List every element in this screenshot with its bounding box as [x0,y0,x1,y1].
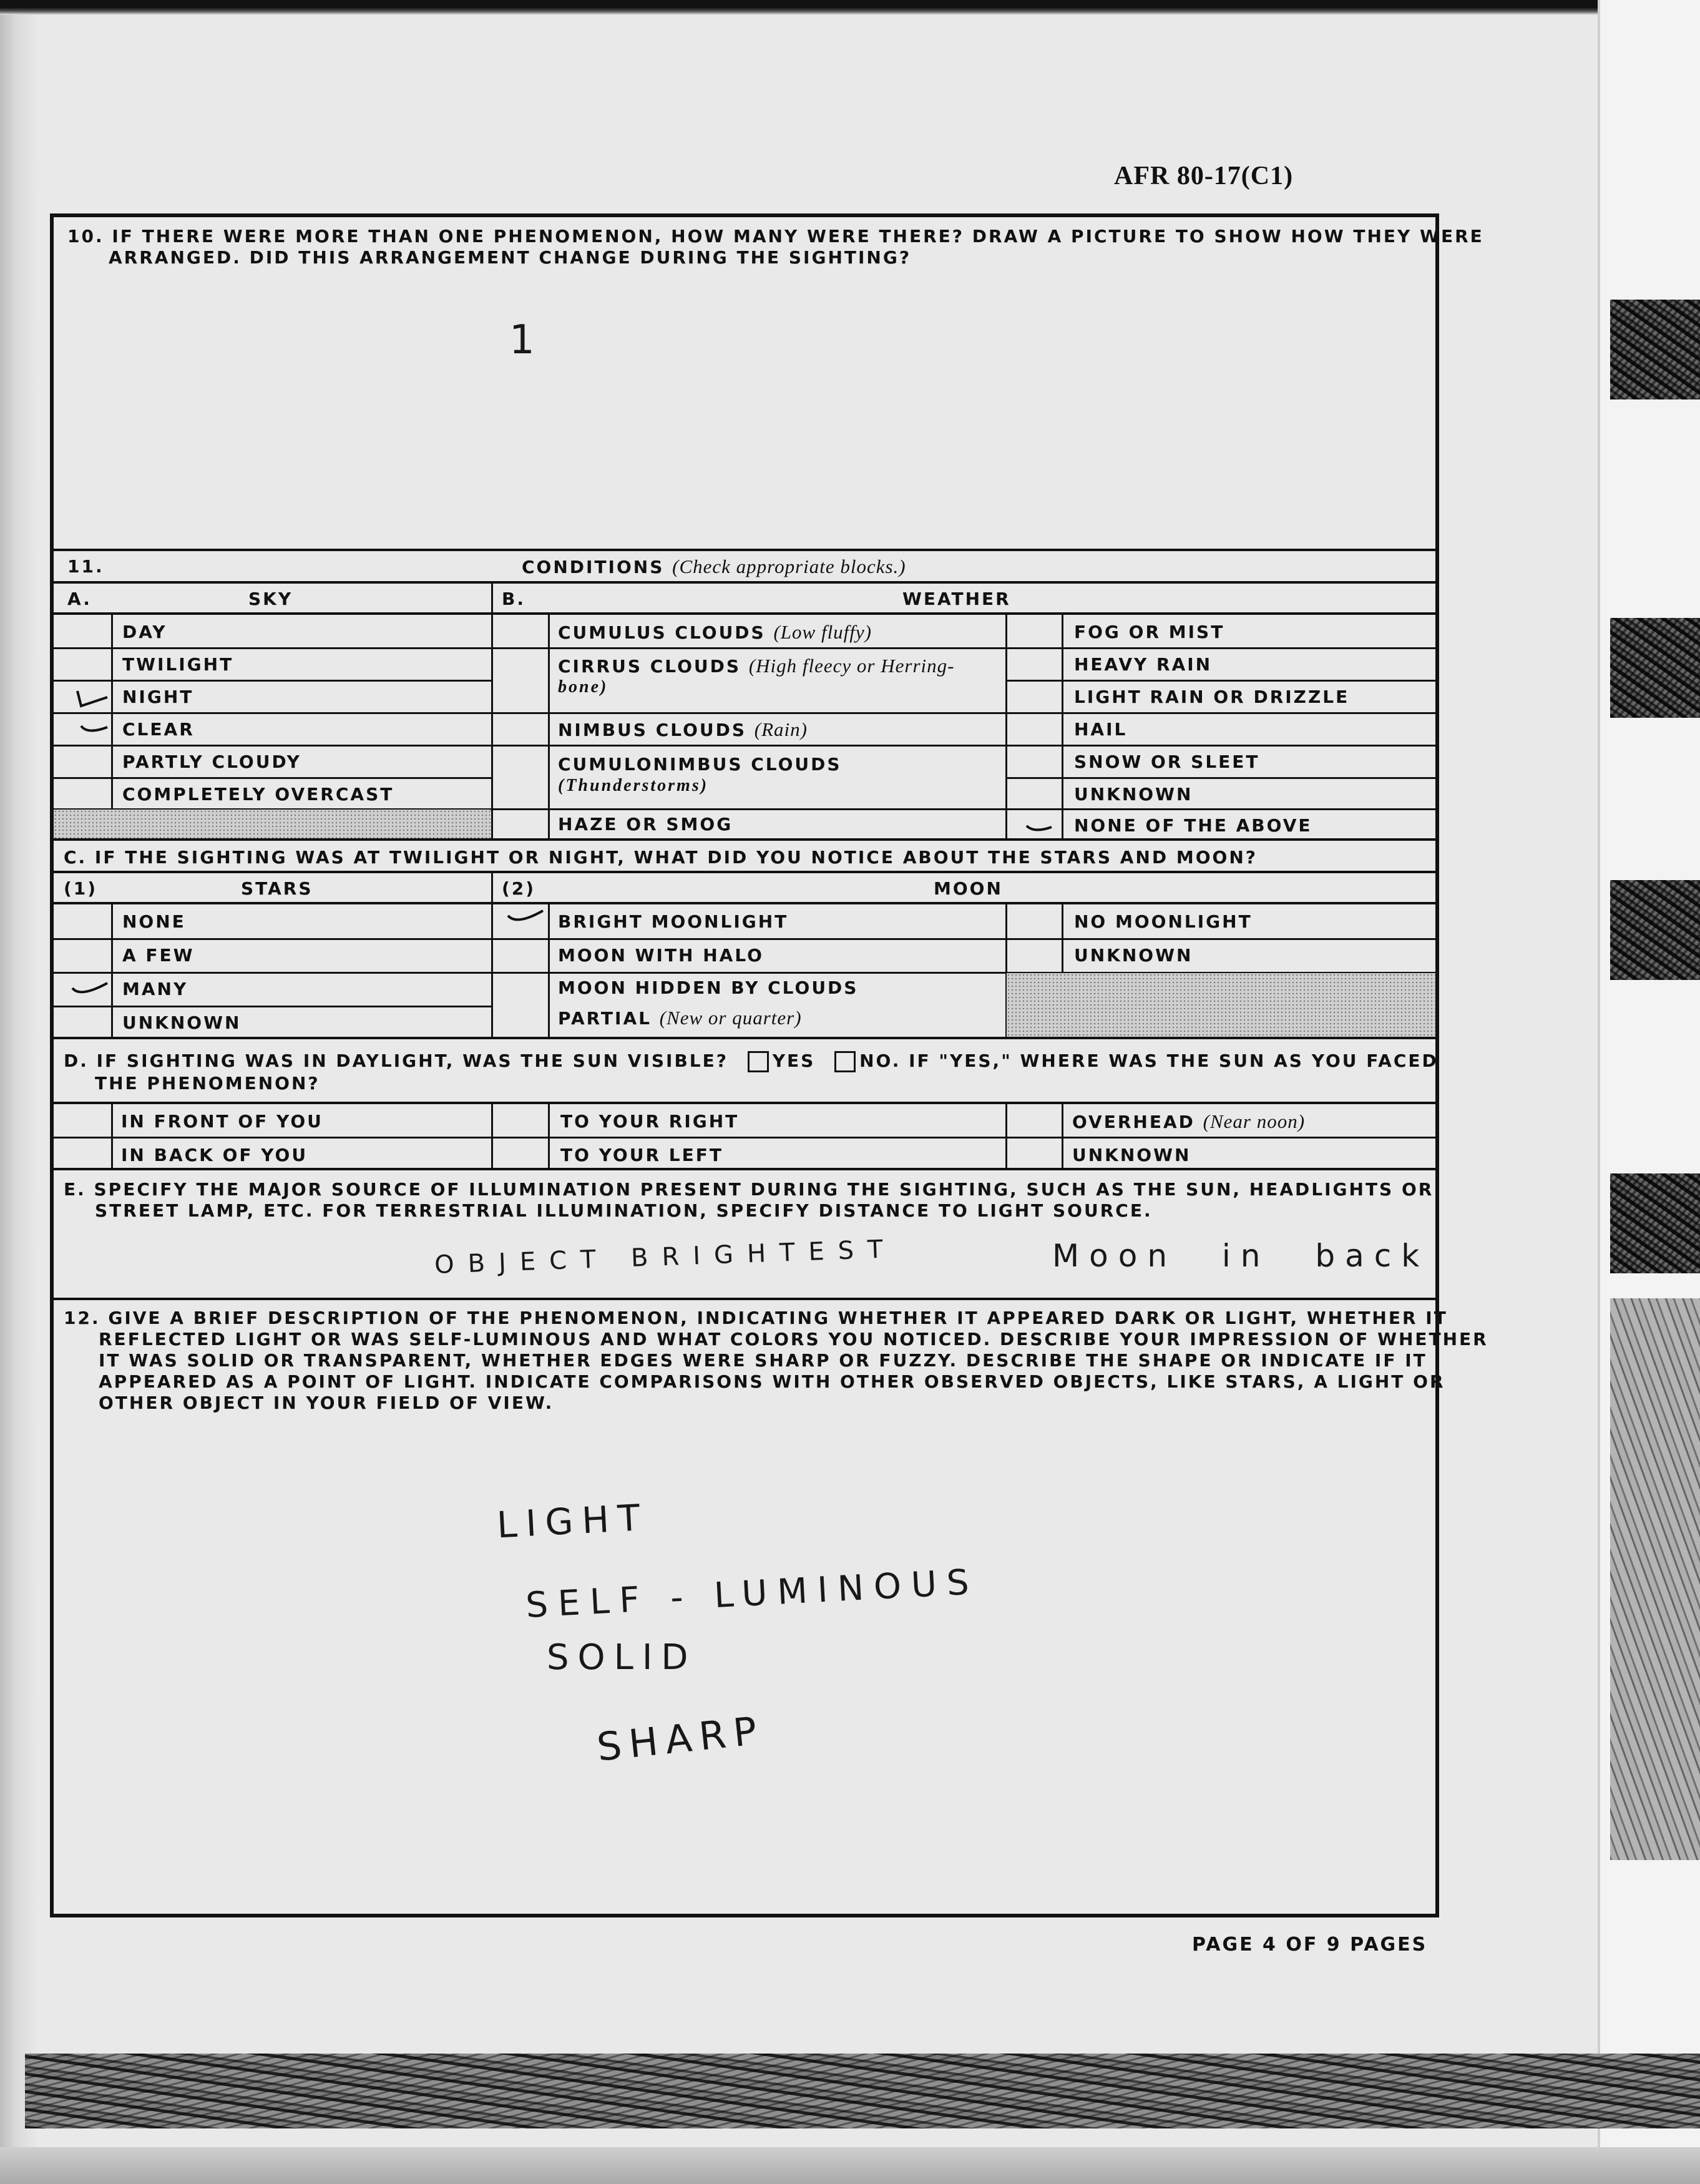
sun-unknown-label: UNKNOWN [1072,1145,1191,1165]
cumulus-label: CUMULUS CLOUDS [558,622,766,643]
conditions-title-note: (Check appropriate blocks.) [672,556,906,577]
sighting-form [50,213,1488,1917]
weather-unknown-label: UNKNOWN [1074,784,1193,805]
question-12-line-2: REFLECTED LIGHT OR WAS SELF-LUMINOUS AND WHAT COLORS YOU NOTICED. DESCRIBE YOUR IMPRESSION OF WHETHER [99,1329,1488,1349]
nimbus-note: (Rain) [754,718,808,740]
question-10-text-cont: ARRANGED. DID THIS ARRANGEMENT CHANGE DURING THE SIGHTING? [109,247,912,268]
sun-no-checkbox[interactable] [834,1051,856,1072]
weather-hail-label: HAIL [1074,719,1128,740]
weather-light-rain-label: LIGHT RAIN OR DRIZZLE [1074,687,1350,707]
weather-cumulus-label [558,622,872,643]
sun-front-label: IN FRONT OF YOU [121,1111,323,1132]
conditions-title [522,556,906,578]
weather-letter: B. [502,589,525,609]
moon-bright-label: BRIGHT MOONLIGHT [558,911,789,932]
weather-haze-label: HAZE OR SMOG [558,814,733,835]
weather-none-checkmark [1024,821,1055,836]
scan-noise [1610,1298,1700,1860]
sun-yes-checkbox[interactable] [748,1051,769,1072]
moon-none-label: NO MOONLIGHT [1074,911,1253,932]
description-answer-sharp: SHARP [594,1707,766,1770]
weather-heavy-rain-label: HEAVY RAIN [1074,654,1213,675]
sky-weather-grid [54,615,1435,841]
cirrus-label: CIRRUS CLOUDS [558,656,741,677]
weather-none-label: NONE OF THE ABOVE [1074,815,1312,836]
page-number: PAGE 4 OF 9 PAGES [1192,1934,1428,1956]
conditions-title-row [54,551,1435,584]
sun-question-text-b: IF "YES," WHERE WAS THE SUN AS YOU FACED [909,1050,1439,1071]
scan-noise [1610,618,1700,718]
weather-snow-label: SNOW OR SLEET [1074,752,1260,772]
scan-top-edge [0,0,1700,15]
moon-partial-label [558,1008,802,1029]
stars-many-checkmark [70,979,110,1001]
sky-weather-header-row [54,584,1435,615]
sky-letter: A. [67,589,92,609]
illumination-answer-b: Moon in back [1052,1238,1430,1274]
weather-header: WEATHER [902,589,1011,609]
stars-moon-question-row [54,841,1435,873]
question-12-line-4: APPEARED AS A POINT OF LIGHT. INDICATE COMPARISONS WITH OTHER OBSERVED OBJECTS, LIKE STARS, A LIGHT OR [99,1371,1445,1392]
weather-cirrus-label [558,656,954,677]
weather-fog-label: FOG OR MIST [1074,622,1225,642]
description-answer-light: LIGHT [496,1496,650,1547]
sun-right-label: TO YOUR RIGHT [560,1111,740,1132]
sky-overcast-label: COMPLETELY OVERCAST [122,784,394,805]
moon-number: (2) [502,878,536,899]
moon-partial-text: PARTIAL [558,1008,652,1029]
form-code: AFR 80-17(C1) [1114,162,1294,190]
illumination-answer-a: OBJECT BRIGHTEST [434,1235,897,1280]
scan-left-edge [0,0,37,2184]
stars-none-label: NONE [122,911,186,932]
moon-unknown-label: UNKNOWN [1074,945,1193,966]
scan-right-strip [1598,0,1700,2184]
stars-moon-question: C. IF THE SIGHTING WAS AT TWILIGHT OR NIGHT, WHAT DID YOU NOTICE ABOUT THE STARS AND MOON? [64,847,1258,868]
sky-twilight-label: TWILIGHT [122,654,234,675]
moon-hidden-label: MOON HIDDEN BY CLOUDS [558,977,859,998]
description-answer-self-luminous: SELF - LUMINOUS [524,1562,980,1626]
moon-partial-note: (New or quarter) [659,1007,802,1029]
moon-header: MOON [934,878,1003,899]
sun-no-label: NO. [859,1050,901,1071]
sun-overhead-label [1072,1112,1305,1132]
stars-moon-grid [54,904,1435,1039]
sky-day-label: DAY [122,622,167,642]
description-answer-solid: SOLID [547,1637,697,1678]
nimbus-label: NIMBUS CLOUDS [558,720,747,740]
scan-noise [1610,880,1700,980]
question-10-text: 10. IF THERE WERE MORE THAN ONE PHENOMENON, HOW MANY WERE THERE? DRAW A PICTURE TO SHOW HOW THEY WERE [67,226,1484,247]
stars-moon-header-row [54,873,1435,904]
question-10-answer: 1 [509,317,541,363]
scan-bottom-edge [0,2147,1700,2184]
weather-cumulonimbus-label: CUMULONIMBUS CLOUDS [558,754,842,775]
sky-partly-cloudy-label: PARTLY CLOUDY [122,752,301,772]
sun-yes-label: YES [772,1050,816,1071]
sun-question [64,1050,1439,1072]
moon-bright-checkmark [506,907,545,928]
question-11-number: 11. [67,556,104,577]
sun-back-label: IN BACK OF YOU [121,1145,308,1165]
sky-night-checkmark [75,687,110,711]
sky-night-label: NIGHT [122,687,194,707]
shaded-blank-cell [54,810,491,838]
question-12-line-1: 12. GIVE A BRIEF DESCRIPTION OF THE PHENOMENON, INDICATING WHETHER IT APPEARED DARK OR LIGHT, WHETHER IT [64,1308,1448,1328]
cumulonimbus-note: (Thunderstorms) [558,776,709,795]
sun-overhead-text: OVERHEAD [1072,1112,1195,1132]
illumination-section [54,1170,1435,1300]
stars-header: STARS [241,878,313,899]
question-12-line-5: OTHER OBJECT IN YOUR FIELD OF VIEW. [99,1393,554,1413]
illumination-question-cont: STREET LAMP, ETC. FOR TERRESTRIAL ILLUMINATION, SPECIFY DISTANCE TO LIGHT SOURCE. [95,1200,1153,1221]
sky-header: SKY [248,589,293,609]
sun-position-grid [54,1104,1435,1170]
illumination-question: E. SPECIFY THE MAJOR SOURCE OF ILLUMINATION PRESENT DURING THE SIGHTING, SUCH AS THE SUN, HEADLIGHTS OR [64,1179,1434,1200]
scan-bottom-noise [25,2054,1700,2128]
sun-overhead-note: (Near noon) [1203,1110,1306,1132]
sun-question-row [54,1039,1439,1104]
conditions-title-text: CONDITIONS [522,557,665,577]
sun-question-text: D. IF SIGHTING WAS IN DAYLIGHT, WAS THE SUN VISIBLE? [64,1050,729,1071]
stars-unknown-label: UNKNOWN [122,1012,242,1033]
sky-clear-checkmark [79,721,110,740]
stars-few-label: A FEW [122,945,195,966]
shaded-blank-cell [1007,973,1435,1037]
moon-halo-label: MOON WITH HALO [558,945,764,966]
question-12-section [54,1300,1488,1914]
sun-question-cont: THE PHENOMENON? [95,1073,320,1094]
scan-noise [1610,300,1700,399]
cirrus-note-cont: bone) [558,677,608,697]
stars-many-label: MANY [122,979,188,999]
question-12-line-3: IT WAS SOLID OR TRANSPARENT, WHETHER EDGES WERE SHARP OR FUZZY. DESCRIBE THE SHAPE OR INDICATE IF IT [99,1350,1427,1371]
question-10-section [54,217,1484,551]
weather-nimbus-label [558,720,808,740]
stars-number: (1) [64,878,98,899]
cumulus-note: (Low fluffy) [773,621,872,643]
cirrus-note: (High fleecy or Herring- [748,655,955,677]
scan-noise [1610,1173,1700,1273]
sky-clear-label: CLEAR [122,719,195,740]
sun-left-label: TO YOUR LEFT [560,1145,723,1165]
